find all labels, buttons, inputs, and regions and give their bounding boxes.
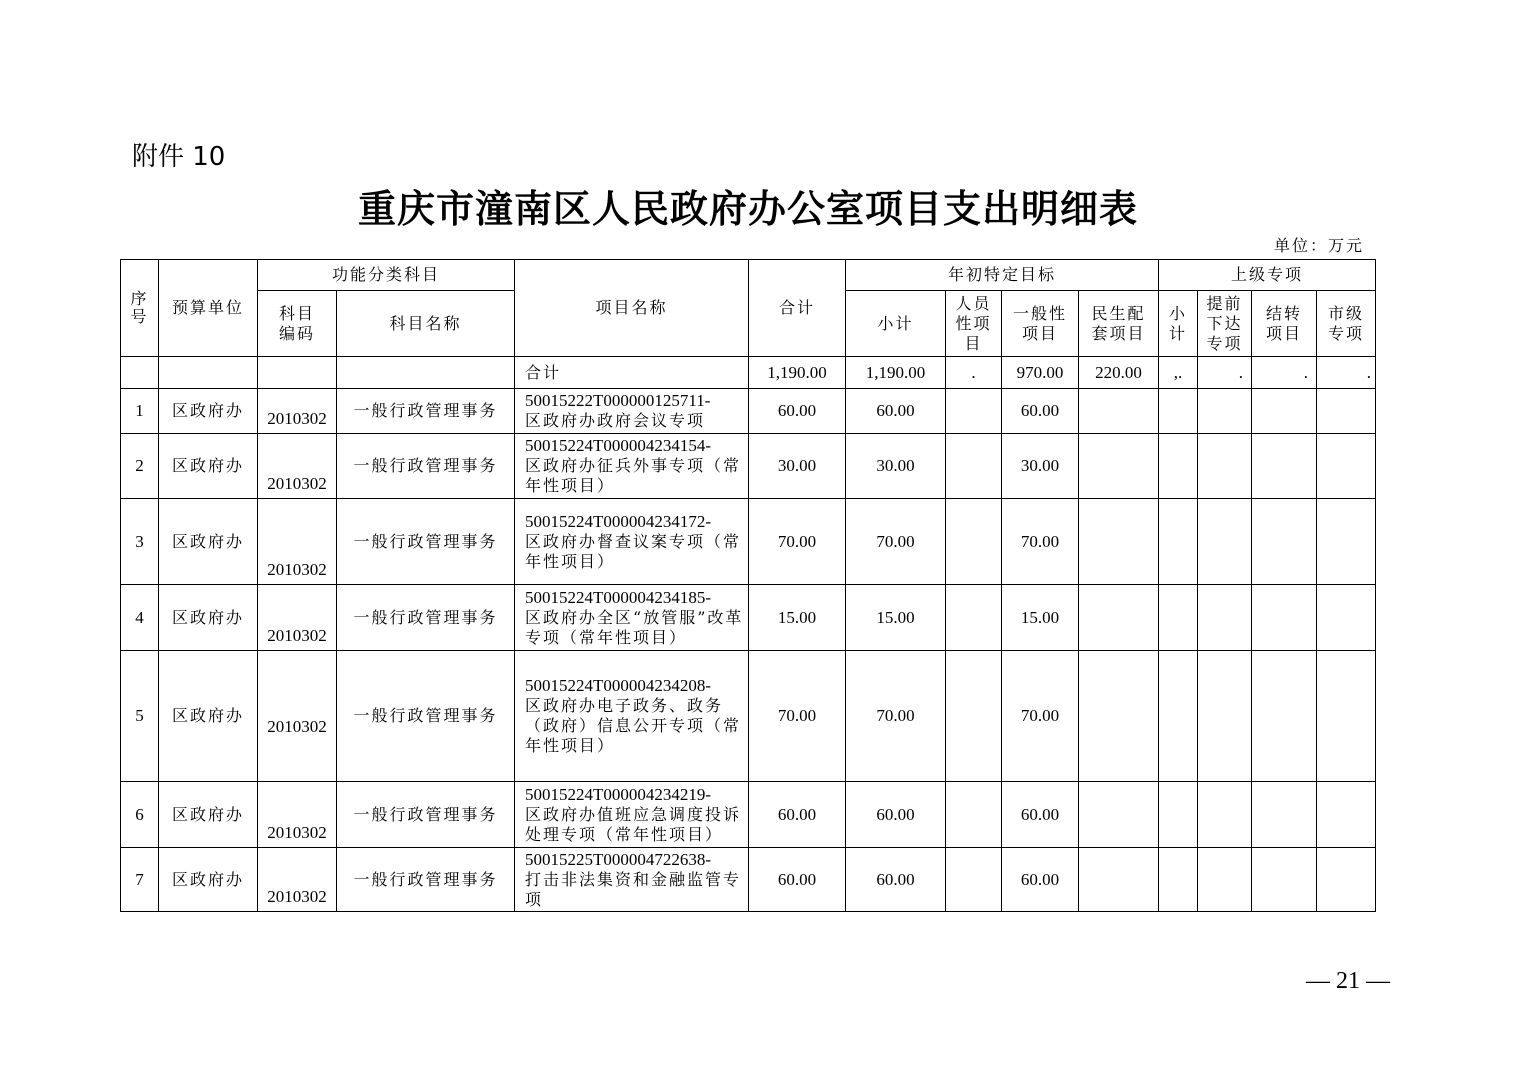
table-row: 5 区政府办 2010302 一般行政管理事务 50015224T000004234208- 区政府办电子政务、政务（政府）信息公开专项（常年性项目） 70.00 70.00 70.00 bbox=[121, 651, 1376, 782]
total-sup-subtotal: ,. bbox=[1159, 357, 1198, 389]
total-label: 合计 bbox=[515, 357, 749, 389]
special-target-header: 年初特定目标 bbox=[846, 260, 1159, 291]
general-header: 一般性项目 bbox=[1002, 291, 1079, 357]
total-header: 合计 bbox=[749, 260, 846, 357]
total-livelihood: 220.00 bbox=[1079, 357, 1159, 389]
livelihood-header: 民生配套项目 bbox=[1079, 291, 1159, 357]
superior-subtotal-header: 小计 bbox=[1159, 291, 1198, 357]
carryover-header: 结转项目 bbox=[1252, 291, 1317, 357]
advance-header: 提前下达专项 bbox=[1198, 291, 1252, 357]
table-row: 7 区政府办 2010302 一般行政管理事务 50015225T000004722638- 打击非法集资和金融监管专项 60.00 60.00 60.00 bbox=[121, 848, 1376, 912]
attachment-label: 附件 10 bbox=[132, 142, 226, 172]
table-row: 3 区政府办 2010302 一般行政管理事务 50015224T000004234172- 区政府办督查议案专项（常年性项目） 70.00 70.00 70.00 bbox=[121, 499, 1376, 585]
total-general: 970.00 bbox=[1002, 357, 1079, 389]
total-city: . bbox=[1317, 357, 1376, 389]
func-class-header: 功能分类科目 bbox=[258, 260, 515, 291]
total-advance: . bbox=[1198, 357, 1252, 389]
header-row-1 bbox=[121, 260, 1376, 291]
subject-name-header: 科目名称 bbox=[337, 291, 515, 357]
total-personnel: . bbox=[946, 357, 1002, 389]
budget-table bbox=[120, 259, 1376, 912]
subject-code-header: 科目编码 bbox=[258, 291, 337, 357]
total-row bbox=[121, 357, 1376, 389]
table-row: 4 区政府办 2010302 一般行政管理事务 50015224T000004234185- 区政府办全区“放管服”改革专项（常年性项目） 15.00 15.00 15.00 bbox=[121, 585, 1376, 651]
unit-label: 单位：万元 bbox=[1273, 236, 1364, 255]
table-row: 6 区政府办 2010302 一般行政管理事务 50015224T000004234219- 区政府办值班应急调度投诉处理专项（常年性项目） 60.00 60.00 60.00 bbox=[121, 782, 1376, 848]
city-header: 市级专项 bbox=[1317, 291, 1376, 357]
personnel-header: 人员性项目 bbox=[946, 291, 1002, 357]
seq-header: 序号 bbox=[121, 260, 159, 357]
project-name-header: 项目名称 bbox=[515, 260, 749, 357]
table-row: 2 区政府办 2010302 一般行政管理事务 50015224T000004234154- 区政府办征兵外事专项（常年性项目） 30.00 30.00 30.00 bbox=[121, 434, 1376, 499]
total-subtotal: 1,190.00 bbox=[846, 357, 946, 389]
page-title: 重庆市潼南区人民政府办公室项目支出明细表 bbox=[357, 186, 1138, 231]
budget-unit-header: 预算单位 bbox=[159, 260, 258, 357]
page-number: — 21 — bbox=[1306, 968, 1390, 994]
table-row: 1 区政府办 2010302 一般行政管理事务 50015222T000000125711- 区政府办政府会议专项 60.00 60.00 60.00 bbox=[121, 389, 1376, 434]
subtotal-header: 小计 bbox=[846, 291, 946, 357]
total-total: 1,190.00 bbox=[749, 357, 846, 389]
superior-special-header: 上级专项 bbox=[1159, 260, 1376, 291]
total-carryover: . bbox=[1252, 357, 1317, 389]
